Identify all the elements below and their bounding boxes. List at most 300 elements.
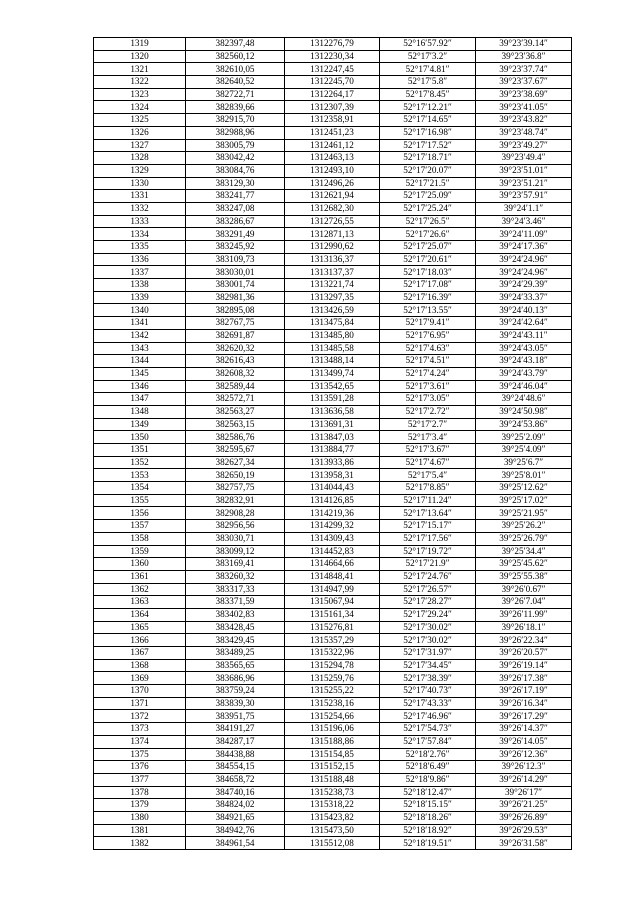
longitude-cell: 39°25′6.7″	[476, 456, 572, 469]
table-row	[94, 685, 572, 698]
x-coordinate-cell: 383129,30	[186, 177, 285, 190]
y-coordinate-cell: 1313933,86	[285, 456, 380, 469]
latitude-cell: 52°18′9.86″	[380, 773, 476, 786]
table-row	[94, 266, 572, 279]
y-coordinate-cell: 1315154,85	[285, 748, 380, 761]
x-coordinate-cell: 382589,44	[186, 380, 285, 393]
longitude-cell: 39°23′41.05″	[476, 101, 572, 114]
x-coordinate-cell: 382608,32	[186, 367, 285, 380]
latitude-cell: 52°17′8.85″	[380, 482, 476, 495]
longitude-cell: 39°23′57.91″	[476, 190, 572, 203]
longitude-cell: 39°25′17.02″	[476, 494, 572, 507]
x-coordinate-cell: 382722,71	[186, 88, 285, 101]
y-coordinate-cell: 1315294,78	[285, 659, 380, 672]
y-coordinate-cell: 1313485,58	[285, 342, 380, 355]
y-coordinate-cell: 1313591,28	[285, 393, 380, 406]
point-number-cell: 1381	[94, 824, 186, 837]
table-row	[94, 710, 572, 723]
table-row	[94, 380, 572, 393]
y-coordinate-cell: 1312990,62	[285, 241, 380, 254]
point-number-cell: 1360	[94, 558, 186, 571]
point-number-cell: 1340	[94, 304, 186, 317]
x-coordinate-cell: 382988,96	[186, 126, 285, 139]
longitude-cell: 39°26′14.37″	[476, 723, 572, 736]
table-row	[94, 38, 572, 51]
y-coordinate-cell: 1313884,77	[285, 444, 380, 457]
y-coordinate-cell: 1315254,66	[285, 710, 380, 723]
latitude-cell: 52°17′19.72″	[380, 545, 476, 558]
y-coordinate-cell: 1313691,31	[285, 418, 380, 431]
latitude-cell: 52°17′4.63″	[380, 342, 476, 355]
y-coordinate-cell: 1315512,08	[285, 837, 380, 850]
x-coordinate-cell: 383030,71	[186, 532, 285, 545]
longitude-cell: 39°24′17.36″	[476, 241, 572, 254]
y-coordinate-cell: 1315322,96	[285, 647, 380, 660]
latitude-cell: 52°17′3.2″	[380, 50, 476, 63]
table-row	[94, 482, 572, 495]
x-coordinate-cell: 382691,87	[186, 329, 285, 342]
x-coordinate-cell: 384287,17	[186, 735, 285, 748]
table-row	[94, 697, 572, 710]
table-row	[94, 532, 572, 545]
longitude-cell: 39°25′55.38″	[476, 570, 572, 583]
latitude-cell: 52°17′16.98″	[380, 126, 476, 139]
y-coordinate-cell: 1315161,34	[285, 608, 380, 621]
latitude-cell: 52°17′24.76″	[380, 570, 476, 583]
x-coordinate-cell: 383839,30	[186, 697, 285, 710]
latitude-cell: 52°17′26.57″	[380, 583, 476, 596]
latitude-cell: 52°17′28.27″	[380, 596, 476, 609]
y-coordinate-cell: 1313426,59	[285, 304, 380, 317]
y-coordinate-cell: 1312463,13	[285, 152, 380, 165]
longitude-cell: 39°24′43.18″	[476, 355, 572, 368]
y-coordinate-cell: 1312871,13	[285, 228, 380, 241]
longitude-cell: 39°23′48.74″	[476, 126, 572, 139]
latitude-cell: 52°17′2.7″	[380, 418, 476, 431]
latitude-cell: 52°16′57.92″	[380, 38, 476, 51]
y-coordinate-cell: 1312245,70	[285, 76, 380, 89]
point-number-cell: 1319	[94, 38, 186, 51]
point-number-cell: 1333	[94, 215, 186, 228]
longitude-cell: 39°25′26.79″	[476, 532, 572, 545]
y-coordinate-cell: 1314947,99	[285, 583, 380, 596]
point-number-cell: 1361	[94, 570, 186, 583]
table-row	[94, 101, 572, 114]
point-number-cell: 1345	[94, 367, 186, 380]
table-row	[94, 507, 572, 520]
table-row	[94, 253, 572, 266]
point-number-cell: 1347	[94, 393, 186, 406]
table-row	[94, 126, 572, 139]
y-coordinate-cell: 1315196,06	[285, 723, 380, 736]
point-number-cell: 1334	[94, 228, 186, 241]
table-row	[94, 456, 572, 469]
table-row	[94, 748, 572, 761]
x-coordinate-cell: 383260,32	[186, 570, 285, 583]
latitude-cell: 52°17′21.5″	[380, 177, 476, 190]
point-number-cell: 1328	[94, 152, 186, 165]
longitude-cell: 39°25′12.62″	[476, 482, 572, 495]
point-number-cell: 1380	[94, 811, 186, 824]
latitude-cell: 52°17′3.67″	[380, 444, 476, 457]
y-coordinate-cell: 1312493,10	[285, 164, 380, 177]
latitude-cell: 52°17′5.8″	[380, 76, 476, 89]
latitude-cell: 52°17′21.9″	[380, 558, 476, 571]
y-coordinate-cell: 1314452,83	[285, 545, 380, 558]
table-row	[94, 773, 572, 786]
y-coordinate-cell: 1315423,82	[285, 811, 380, 824]
x-coordinate-cell: 382895,08	[186, 304, 285, 317]
longitude-cell: 39°25′26.2″	[476, 520, 572, 533]
point-number-cell: 1337	[94, 266, 186, 279]
longitude-cell: 39°26′17.29″	[476, 710, 572, 723]
table-row	[94, 824, 572, 837]
point-number-cell: 1346	[94, 380, 186, 393]
latitude-cell: 52°17′30.02″	[380, 621, 476, 634]
table-row	[94, 228, 572, 241]
latitude-cell: 52°17′25.24″	[380, 202, 476, 215]
latitude-cell: 52°18′2.76″	[380, 748, 476, 761]
table-row	[94, 114, 572, 127]
x-coordinate-cell: 382563,27	[186, 405, 285, 418]
table-row	[94, 88, 572, 101]
table-row	[94, 355, 572, 368]
point-number-cell: 1377	[94, 773, 186, 786]
y-coordinate-cell: 1313136,37	[285, 253, 380, 266]
y-coordinate-cell: 1312496,26	[285, 177, 380, 190]
table-row	[94, 50, 572, 63]
latitude-cell: 52°18′6.49″	[380, 761, 476, 774]
y-coordinate-cell: 1312358,91	[285, 114, 380, 127]
x-coordinate-cell: 383286,67	[186, 215, 285, 228]
y-coordinate-cell: 1315238,73	[285, 786, 380, 799]
x-coordinate-cell: 383109,73	[186, 253, 285, 266]
latitude-cell: 52°17′6.95″	[380, 329, 476, 342]
y-coordinate-cell: 1313847,03	[285, 431, 380, 444]
x-coordinate-cell: 383245,92	[186, 241, 285, 254]
table-row	[94, 202, 572, 215]
x-coordinate-cell: 382610,05	[186, 63, 285, 76]
longitude-cell: 39°26′31.58″	[476, 837, 572, 850]
longitude-cell: 39°24′50.98″	[476, 405, 572, 418]
longitude-cell: 39°24′24.96″	[476, 266, 572, 279]
point-number-cell: 1332	[94, 202, 186, 215]
x-coordinate-cell: 383030,01	[186, 266, 285, 279]
point-number-cell: 1356	[94, 507, 186, 520]
y-coordinate-cell: 1312461,12	[285, 139, 380, 152]
x-coordinate-cell: 383686,96	[186, 672, 285, 685]
y-coordinate-cell: 1312726,55	[285, 215, 380, 228]
longitude-cell: 39°25′34.4″	[476, 545, 572, 558]
table-row	[94, 647, 572, 660]
table-row	[94, 634, 572, 647]
latitude-cell: 52°17′9.41″	[380, 317, 476, 330]
longitude-cell: 39°25′2.09″	[476, 431, 572, 444]
table-row	[94, 152, 572, 165]
x-coordinate-cell: 384658,72	[186, 773, 285, 786]
x-coordinate-cell: 384961,54	[186, 837, 285, 850]
longitude-cell: 39°26′14.05″	[476, 735, 572, 748]
table-row	[94, 76, 572, 89]
point-number-cell: 1349	[94, 418, 186, 431]
y-coordinate-cell: 1313958,31	[285, 469, 380, 482]
table-row	[94, 444, 572, 457]
latitude-cell: 52°17′54.73″	[380, 723, 476, 736]
point-number-cell: 1351	[94, 444, 186, 457]
x-coordinate-cell: 384554,15	[186, 761, 285, 774]
point-number-cell: 1371	[94, 697, 186, 710]
x-coordinate-cell: 382908,28	[186, 507, 285, 520]
x-coordinate-cell: 383951,75	[186, 710, 285, 723]
longitude-cell: 39°23′37.67″	[476, 76, 572, 89]
table-row	[94, 723, 572, 736]
y-coordinate-cell: 1314848,41	[285, 570, 380, 583]
longitude-cell: 39°24′42.64″	[476, 317, 572, 330]
x-coordinate-cell: 383489,25	[186, 647, 285, 660]
longitude-cell: 39°24′24.96″	[476, 253, 572, 266]
x-coordinate-cell: 382572,71	[186, 393, 285, 406]
point-number-cell: 1322	[94, 76, 186, 89]
longitude-cell: 39°26′20.57″	[476, 647, 572, 660]
table-row	[94, 469, 572, 482]
longitude-cell: 39°24′43.79″	[476, 367, 572, 380]
point-number-cell: 1375	[94, 748, 186, 761]
longitude-cell: 39°23′51.21″	[476, 177, 572, 190]
latitude-cell: 52°17′4.51″	[380, 355, 476, 368]
y-coordinate-cell: 1313488,14	[285, 355, 380, 368]
x-coordinate-cell: 383428,45	[186, 621, 285, 634]
longitude-cell: 39°24′11.09″	[476, 228, 572, 241]
point-number-cell: 1363	[94, 596, 186, 609]
table-row	[94, 177, 572, 190]
table-row	[94, 621, 572, 634]
point-number-cell: 1374	[94, 735, 186, 748]
point-number-cell: 1379	[94, 799, 186, 812]
x-coordinate-cell: 382616,43	[186, 355, 285, 368]
point-number-cell: 1336	[94, 253, 186, 266]
table-row	[94, 672, 572, 685]
latitude-cell: 52°17′57.84″	[380, 735, 476, 748]
y-coordinate-cell: 1312264,17	[285, 88, 380, 101]
table-row	[94, 342, 572, 355]
longitude-cell: 39°25′21.95″	[476, 507, 572, 520]
longitude-cell: 39°23′51.01″	[476, 164, 572, 177]
longitude-cell: 39°23′39.14″	[476, 38, 572, 51]
x-coordinate-cell: 383759,24	[186, 685, 285, 698]
x-coordinate-cell: 382627,34	[186, 456, 285, 469]
y-coordinate-cell: 1313137,37	[285, 266, 380, 279]
longitude-cell: 39°23′38.69″	[476, 88, 572, 101]
longitude-cell: 39°25′8.01″	[476, 469, 572, 482]
point-number-cell: 1344	[94, 355, 186, 368]
x-coordinate-cell: 382767,75	[186, 317, 285, 330]
longitude-cell: 39°26′0.67″	[476, 583, 572, 596]
x-coordinate-cell: 383001,74	[186, 279, 285, 292]
latitude-cell: 52°17′3.61″	[380, 380, 476, 393]
point-number-cell: 1343	[94, 342, 186, 355]
x-coordinate-cell: 382640,52	[186, 76, 285, 89]
table-row	[94, 735, 572, 748]
table-row	[94, 304, 572, 317]
point-number-cell: 1382	[94, 837, 186, 850]
x-coordinate-cell: 384921,65	[186, 811, 285, 824]
point-number-cell: 1359	[94, 545, 186, 558]
y-coordinate-cell: 1312230,34	[285, 50, 380, 63]
table-row	[94, 63, 572, 76]
table-row	[94, 659, 572, 672]
table-row	[94, 837, 572, 850]
longitude-cell: 39°26′14.29″	[476, 773, 572, 786]
x-coordinate-cell: 382832,91	[186, 494, 285, 507]
latitude-cell: 52°17′17.56″	[380, 532, 476, 545]
y-coordinate-cell: 1314219,36	[285, 507, 380, 520]
latitude-cell: 52°17′2.72″	[380, 405, 476, 418]
longitude-cell: 39°26′17.38″	[476, 672, 572, 685]
table-row	[94, 164, 572, 177]
longitude-cell: 39°26′7.04″	[476, 596, 572, 609]
y-coordinate-cell: 1312276,79	[285, 38, 380, 51]
y-coordinate-cell: 1315276,81	[285, 621, 380, 634]
y-coordinate-cell: 1314126,85	[285, 494, 380, 507]
longitude-cell: 39°24′53.86″	[476, 418, 572, 431]
x-coordinate-cell: 382397,48	[186, 38, 285, 51]
point-number-cell: 1335	[94, 241, 186, 254]
y-coordinate-cell: 1315259,76	[285, 672, 380, 685]
point-number-cell: 1372	[94, 710, 186, 723]
x-coordinate-cell: 382956,56	[186, 520, 285, 533]
latitude-cell: 52°17′17.52″	[380, 139, 476, 152]
x-coordinate-cell: 384942,76	[186, 824, 285, 837]
latitude-cell: 52°17′40.73″	[380, 685, 476, 698]
latitude-cell: 52°17′34.45″	[380, 659, 476, 672]
table-row	[94, 190, 572, 203]
y-coordinate-cell: 1314664,66	[285, 558, 380, 571]
y-coordinate-cell: 1314299,32	[285, 520, 380, 533]
x-coordinate-cell: 384824,02	[186, 799, 285, 812]
table-row	[94, 761, 572, 774]
latitude-cell: 52°17′17.08″	[380, 279, 476, 292]
longitude-cell: 39°26′12.3″	[476, 761, 572, 774]
latitude-cell: 52°17′4.24″	[380, 367, 476, 380]
y-coordinate-cell: 1315152,15	[285, 761, 380, 774]
latitude-cell: 52°18′12.47″	[380, 786, 476, 799]
x-coordinate-cell: 383084,76	[186, 164, 285, 177]
x-coordinate-cell: 382620,32	[186, 342, 285, 355]
point-number-cell: 1339	[94, 291, 186, 304]
table-row	[94, 241, 572, 254]
x-coordinate-cell: 383291,49	[186, 228, 285, 241]
longitude-cell: 39°26′26.89″	[476, 811, 572, 824]
point-number-cell: 1357	[94, 520, 186, 533]
latitude-cell: 52°17′46.96″	[380, 710, 476, 723]
point-number-cell: 1365	[94, 621, 186, 634]
point-number-cell: 1364	[94, 608, 186, 621]
point-number-cell: 1323	[94, 88, 186, 101]
table-row	[94, 367, 572, 380]
longitude-cell: 39°24′48.6″	[476, 393, 572, 406]
y-coordinate-cell: 1312682,30	[285, 202, 380, 215]
latitude-cell: 52°17′20.61″	[380, 253, 476, 266]
point-number-cell: 1320	[94, 50, 186, 63]
table-row	[94, 431, 572, 444]
latitude-cell: 52°17′18.71″	[380, 152, 476, 165]
point-number-cell: 1326	[94, 126, 186, 139]
point-number-cell: 1362	[94, 583, 186, 596]
longitude-cell: 39°26′16.34″	[476, 697, 572, 710]
point-number-cell: 1369	[94, 672, 186, 685]
x-coordinate-cell: 383042,42	[186, 152, 285, 165]
latitude-cell: 52°18′18.92″	[380, 824, 476, 837]
table-row	[94, 608, 572, 621]
latitude-cell: 52°17′3.4″	[380, 431, 476, 444]
latitude-cell: 52°17′18.03″	[380, 266, 476, 279]
y-coordinate-cell: 1314044,43	[285, 482, 380, 495]
y-coordinate-cell: 1315067,94	[285, 596, 380, 609]
point-number-cell: 1354	[94, 482, 186, 495]
table-row	[94, 786, 572, 799]
point-number-cell: 1329	[94, 164, 186, 177]
table-row	[94, 418, 572, 431]
point-number-cell: 1331	[94, 190, 186, 203]
table-row	[94, 139, 572, 152]
y-coordinate-cell: 1313475,84	[285, 317, 380, 330]
longitude-cell: 39°23′49.27″	[476, 139, 572, 152]
latitude-cell: 52°17′15.17″	[380, 520, 476, 533]
y-coordinate-cell: 1313297,35	[285, 291, 380, 304]
x-coordinate-cell: 382595,67	[186, 444, 285, 457]
latitude-cell: 52°17′14.65″	[380, 114, 476, 127]
table-row	[94, 545, 572, 558]
longitude-cell: 39°26′17.19″	[476, 685, 572, 698]
table-row	[94, 558, 572, 571]
coordinates-table-body	[94, 38, 572, 850]
latitude-cell: 52°17′13.55″	[380, 304, 476, 317]
y-coordinate-cell: 1312451,23	[285, 126, 380, 139]
table-row	[94, 291, 572, 304]
table-row	[94, 405, 572, 418]
longitude-cell: 39°23′37.74″	[476, 63, 572, 76]
latitude-cell: 52°17′26.5″	[380, 215, 476, 228]
point-number-cell: 1348	[94, 405, 186, 418]
x-coordinate-cell: 383317,33	[186, 583, 285, 596]
y-coordinate-cell: 1312247,45	[285, 63, 380, 76]
y-coordinate-cell: 1313542,65	[285, 380, 380, 393]
point-number-cell: 1342	[94, 329, 186, 342]
point-number-cell: 1373	[94, 723, 186, 736]
longitude-cell: 39°24′43.05″	[476, 342, 572, 355]
point-number-cell: 1341	[94, 317, 186, 330]
latitude-cell: 52°17′13.64″	[380, 507, 476, 520]
latitude-cell: 52°18′18.26″	[380, 811, 476, 824]
x-coordinate-cell: 382915,70	[186, 114, 285, 127]
longitude-cell: 39°25′45.62″	[476, 558, 572, 571]
longitude-cell: 39°25′4.09″	[476, 444, 572, 457]
table-row	[94, 329, 572, 342]
y-coordinate-cell: 1312307,39	[285, 101, 380, 114]
latitude-cell: 52°17′8.45″	[380, 88, 476, 101]
point-number-cell: 1330	[94, 177, 186, 190]
point-number-cell: 1376	[94, 761, 186, 774]
latitude-cell: 52°17′5.4″	[380, 469, 476, 482]
y-coordinate-cell: 1315318,22	[285, 799, 380, 812]
longitude-cell: 39°23′49.4″	[476, 152, 572, 165]
y-coordinate-cell: 1315357,29	[285, 634, 380, 647]
latitude-cell: 52°17′43.33″	[380, 697, 476, 710]
x-coordinate-cell: 382757,75	[186, 482, 285, 495]
y-coordinate-cell: 1314309,43	[285, 532, 380, 545]
point-number-cell: 1366	[94, 634, 186, 647]
point-number-cell: 1325	[94, 114, 186, 127]
